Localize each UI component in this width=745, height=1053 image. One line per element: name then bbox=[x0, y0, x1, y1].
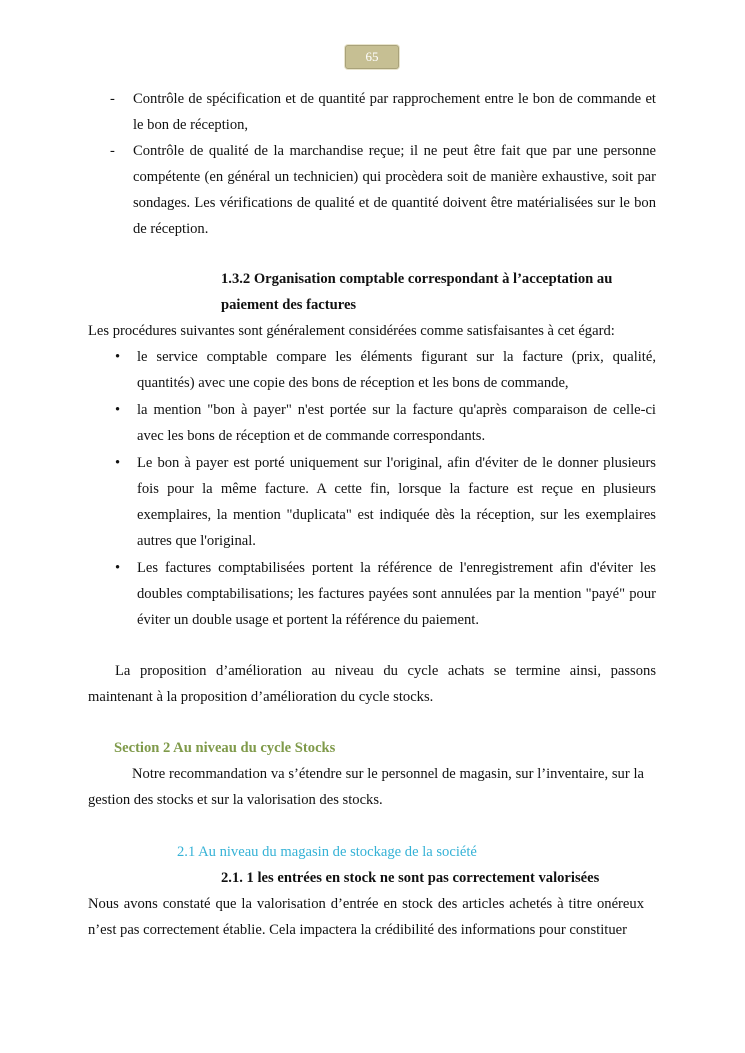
bullet-item: le service comptable compare les éléments figurant sur la facture (prix, qualité, quantités) avec une copie des bons de réception et les bons de commande, bbox=[137, 349, 656, 391]
bullet-marker: • bbox=[115, 349, 121, 365]
transition-paragraph: La proposition d’amélioration au niveau du cycle achats se termine ainsi, passons maintenant à la proposition d’amélioration du cycle stocks. bbox=[88, 663, 656, 705]
dash-marker: - bbox=[110, 143, 115, 159]
heading-2-1: 2.1 Au niveau du magasin de stockage de la société bbox=[177, 844, 477, 860]
heading-2-1-1: 2.1. 1 les entrées en stock ne sont pas correctement valorisées bbox=[221, 870, 600, 886]
bullet-marker: • bbox=[115, 402, 121, 418]
bullet-marker: • bbox=[115, 455, 121, 471]
bullet-marker: • bbox=[115, 560, 121, 576]
section-2-title: Section 2 Au niveau du cycle Stocks bbox=[114, 740, 336, 756]
heading-1-3-2: 1.3.2 Organisation comptable correspondant à l’acceptation au paiement des factures bbox=[221, 271, 613, 313]
bullet-item: Le bon à payer est porté uniquement sur l'original, afin d'éviter de le donner plusieurs fois pour la même facture. A cette fin, lorsque la facture est reçue en plusieurs exemplaires, la mention "duplicata" est indiquée dès la réception, sur les exemplaires autres que l'original. bbox=[137, 455, 656, 549]
final-paragraph: Nous avons constaté que la valorisation d’entrée en stock des articles achetés à titre onéreux n’est pas correctement établie. Cela impactera la crédibilité des informations pour constituer bbox=[88, 896, 644, 938]
section-2-intro: Notre recommandation va s’étendre sur le personnel de magasin, sur l’inventaire, sur la gestion des stocks et sur la valorisation des stocks. bbox=[88, 766, 644, 808]
intro-paragraph: Les procédures suivantes sont généralement considérées comme satisfaisantes à cet égard: bbox=[88, 323, 615, 339]
dash-marker: - bbox=[110, 91, 115, 107]
page-number-badge: 65 bbox=[345, 45, 399, 69]
dash-item: Contrôle de qualité de la marchandise reçue; il ne peut être fait que par une personne compétente (en général un technicien) qui procèdera soit de manière exhaustive, soit par sondages. Les vérifications de qualité et de quantité doivent être matérialisées sur le bon de réception. bbox=[133, 143, 656, 237]
dash-item: Contrôle de spécification et de quantité par rapprochement entre le bon de commande et le bon de réception, bbox=[133, 91, 656, 133]
bullet-item: la mention "bon à payer" n'est portée sur la facture qu'après comparaison de celle-ci avec les bons de réception et de commande correspondants. bbox=[137, 402, 656, 444]
bullet-item: Les factures comptabilisées portent la référence de l'enregistrement afin d'éviter les doubles comptabilisations; les factures payées sont annulées par la mention "payé" pour éviter un double usage et portent la référence du paiement. bbox=[137, 560, 656, 628]
